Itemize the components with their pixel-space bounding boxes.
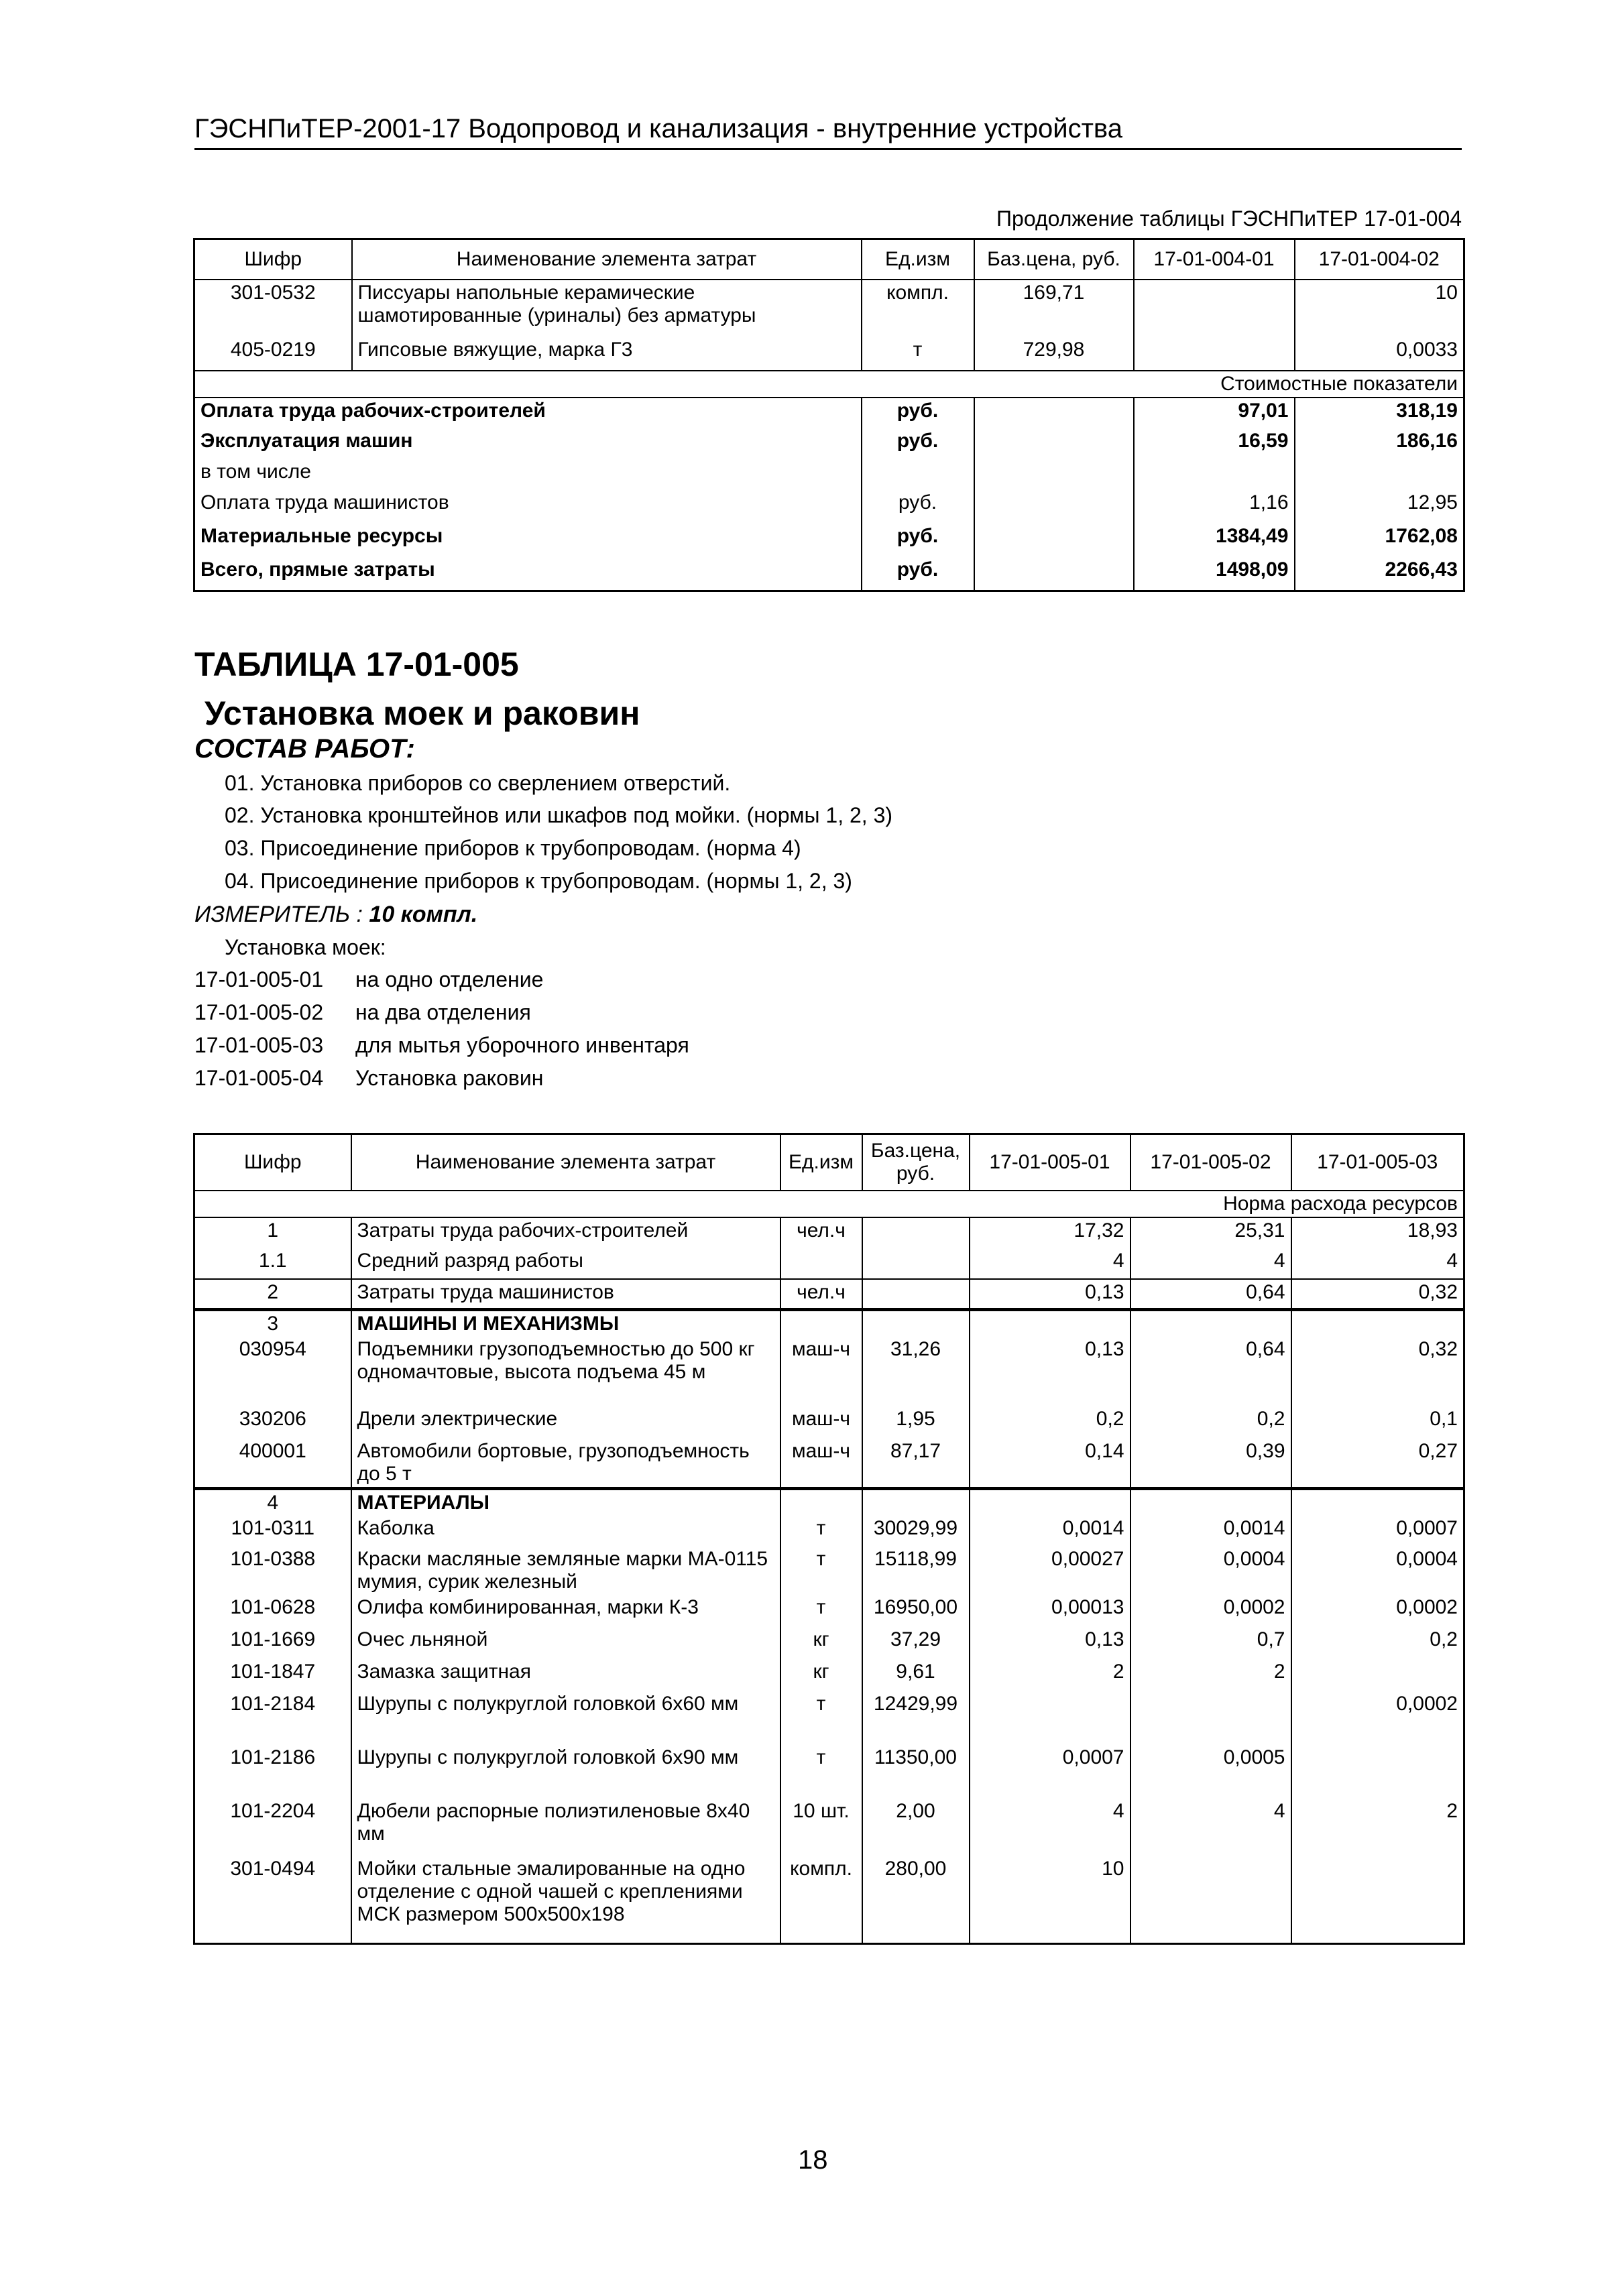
header-code: Шифр	[194, 239, 352, 280]
row-value-2	[1130, 1856, 1291, 1943]
row-value-3: 0,0002	[1291, 1691, 1464, 1745]
row-name: Писсуары напольные керамические шамотированные (уриналы) без арматуры	[352, 280, 862, 337]
cost-value-1: 1384,49	[1134, 524, 1295, 557]
code-list-item	[194, 1000, 531, 1025]
row-price: 280,00	[862, 1856, 970, 1943]
header-name: Наименование элемента затрат	[352, 239, 862, 280]
row-value-1: 0,00027	[970, 1547, 1130, 1595]
row-name: Дрели электрические	[351, 1406, 780, 1439]
row-value-1: 0,0014	[970, 1516, 1130, 1547]
row-value-2	[1130, 1489, 1291, 1516]
cost-value-2: 12,95	[1295, 490, 1464, 524]
row-unit: т	[780, 1745, 862, 1799]
measure-label: ИЗМЕРИТЕЛЬ :	[194, 902, 363, 927]
header-norm-2: 17-01-004-02	[1295, 239, 1464, 280]
table-row	[194, 1439, 1464, 1489]
row-value-1	[970, 1691, 1130, 1745]
cost-unit: руб.	[862, 398, 974, 428]
code-list-code: 17-01-005-02	[194, 1000, 324, 1024]
work-item: 01. Установка приборов со сверлением отверстий.	[225, 771, 731, 795]
row-name: Затраты труда машинистов	[351, 1279, 780, 1310]
row-value-3	[1291, 1489, 1464, 1516]
cost-value-1: 16,59	[1134, 428, 1295, 459]
cost-value-2	[1295, 459, 1464, 490]
table-row	[194, 1516, 1464, 1547]
row-price	[862, 1310, 970, 1337]
row-code: 405-0219	[194, 337, 352, 371]
header-price: Баз.цена, руб.	[862, 1134, 970, 1191]
row-value-3: 0,32	[1291, 1279, 1464, 1310]
row-value-3: 0,0004	[1291, 1547, 1464, 1595]
page-number: 18	[798, 2145, 828, 2175]
cost-price-empty	[974, 459, 1134, 490]
cost-unit: руб.	[862, 428, 974, 459]
row-value-2: 0,0014	[1130, 1516, 1291, 1547]
row-name: Мойки стальные эмалированные на одно отделение с одной чашей с креплениями МСК размером 500х500х198	[351, 1856, 780, 1943]
row-value-2: 4	[1130, 1248, 1291, 1279]
row-unit: 10 шт.	[780, 1799, 862, 1856]
header-norm-1: 17-01-004-01	[1134, 239, 1295, 280]
norm-label-row	[194, 1191, 1464, 1217]
row-value-2	[1130, 1691, 1291, 1745]
header-norm-1: 17-01-005-01	[970, 1134, 1130, 1191]
cost-name: Оплата труда машинистов	[194, 490, 862, 524]
cost-row	[194, 557, 1464, 591]
row-code: 101-2204	[194, 1799, 351, 1856]
row-value-1	[1134, 280, 1295, 337]
code-list-item	[194, 1066, 543, 1091]
table-row	[194, 1595, 1464, 1627]
table-row	[194, 1799, 1464, 1856]
row-code: 400001	[194, 1439, 351, 1489]
row-unit: компл.	[780, 1856, 862, 1943]
header-code: Шифр	[194, 1134, 351, 1191]
table-row	[194, 1745, 1464, 1799]
code-list-item	[194, 1033, 689, 1058]
header-norm-3: 17-01-005-03	[1291, 1134, 1464, 1191]
work-item: 03. Присоединение приборов к трубопроводам. (норма 4)	[225, 836, 801, 860]
row-code: 3	[194, 1310, 351, 1337]
code-list-code: 17-01-005-03	[194, 1033, 324, 1057]
row-unit: чел.ч	[780, 1217, 862, 1248]
row-value-1: 0,0007	[970, 1745, 1130, 1799]
row-unit: компл.	[862, 280, 974, 337]
row-value-3: 0,32	[1291, 1337, 1464, 1406]
row-value-1	[970, 1489, 1130, 1516]
row-value-3	[1291, 1856, 1464, 1943]
row-name: Подъемники грузоподъемностью до 500 кг одномачтовые, высота подъема 45 м	[351, 1337, 780, 1406]
row-value-3: 0,0002	[1291, 1595, 1464, 1627]
row-value-1: 10	[970, 1856, 1130, 1943]
row-value-2: 2	[1130, 1659, 1291, 1691]
header-name: Наименование элемента затрат	[351, 1134, 780, 1191]
row-name: Средний разряд работы	[351, 1248, 780, 1279]
works-composition-title: СОСТАВ РАБОТ:	[194, 734, 415, 764]
row-code: 1.1	[194, 1248, 351, 1279]
row-value-3: 0,1	[1291, 1406, 1464, 1439]
row-name: Затраты труда рабочих-строителей	[351, 1217, 780, 1248]
row-price: 30029,99	[862, 1516, 970, 1547]
row-price: 87,17	[862, 1439, 970, 1489]
row-unit	[780, 1310, 862, 1337]
row-value-2: 0,39	[1130, 1439, 1291, 1489]
measure-value: 10 компл.	[369, 902, 478, 927]
row-unit: маш-ч	[780, 1406, 862, 1439]
row-code: 101-0628	[194, 1595, 351, 1627]
row-name: МАТЕРИАЛЫ	[351, 1489, 780, 1516]
row-price	[862, 1279, 970, 1310]
row-price: 12429,99	[862, 1691, 970, 1745]
row-value-2: 0,0004	[1130, 1547, 1291, 1595]
cost-unit: руб.	[862, 524, 974, 557]
table-row	[194, 1217, 1464, 1248]
row-value-1: 4	[970, 1799, 1130, 1856]
row-value-2	[1130, 1310, 1291, 1337]
row-code: 2	[194, 1279, 351, 1310]
row-unit: кг	[780, 1659, 862, 1691]
row-code: 030954	[194, 1337, 351, 1406]
row-price: 9,61	[862, 1659, 970, 1691]
cost-unit	[862, 459, 974, 490]
row-code: 101-1669	[194, 1627, 351, 1659]
cost-row	[194, 490, 1464, 524]
cost-row	[194, 524, 1464, 557]
code-list-item	[194, 967, 543, 992]
row-unit: т	[780, 1691, 862, 1745]
row-value-3: 0,0007	[1291, 1516, 1464, 1547]
row-value-2: 0,0002	[1130, 1595, 1291, 1627]
row-code: 330206	[194, 1406, 351, 1439]
work-item: 04. Присоединение приборов к трубопроводам. (нормы 1, 2, 3)	[225, 869, 852, 893]
page-header: ГЭСНПиТЕР-2001-17 Водопровод и канализация - внутренние устройства	[194, 114, 1462, 150]
cost-price-empty	[974, 557, 1134, 591]
row-value-1: 0,00013	[970, 1595, 1130, 1627]
table-row	[194, 337, 1464, 371]
table-row	[194, 1310, 1464, 1337]
row-value-3: 0,27	[1291, 1439, 1464, 1489]
row-code: 101-2184	[194, 1691, 351, 1745]
row-value-1: 0,2	[970, 1406, 1130, 1439]
code-list-desc: для мытья уборочного инвентаря	[355, 1033, 689, 1057]
cost-value-2: 318,19	[1295, 398, 1464, 428]
row-price: 16950,00	[862, 1595, 970, 1627]
row-value-2: 0,64	[1130, 1337, 1291, 1406]
row-code: 1	[194, 1217, 351, 1248]
cost-name: в том числе	[194, 459, 862, 490]
row-name: Каболка	[351, 1516, 780, 1547]
row-price: 11350,00	[862, 1745, 970, 1799]
row-value-1	[1134, 337, 1295, 371]
row-code: 101-1847	[194, 1659, 351, 1691]
cost-price-empty	[974, 490, 1134, 524]
cost-value-2: 1762,08	[1295, 524, 1464, 557]
row-code: 301-0532	[194, 280, 352, 337]
row-name: Шурупы с полукруглой головкой 6х60 мм	[351, 1691, 780, 1745]
cost-value-2: 186,16	[1295, 428, 1464, 459]
row-value-3: 18,93	[1291, 1217, 1464, 1248]
section-title: Установка моек и раковин	[205, 694, 640, 732]
cost-value-1: 97,01	[1134, 398, 1295, 428]
row-unit: т	[780, 1516, 862, 1547]
install-label: Установка моек:	[225, 935, 386, 959]
row-value-2: 0,2	[1130, 1406, 1291, 1439]
row-price	[862, 1489, 970, 1516]
row-value-2: 0,0033	[1295, 337, 1464, 371]
row-price: 729,98	[974, 337, 1134, 371]
table-row	[194, 1406, 1464, 1439]
cost-unit: руб.	[862, 490, 974, 524]
header-price: Баз.цена, руб.	[974, 239, 1134, 280]
table-continuation-caption: Продолжение таблицы ГЭСНПиТЕР 17-01-004	[996, 206, 1462, 231]
code-list-desc: на два отделения	[355, 1000, 531, 1024]
row-value-3: 4	[1291, 1248, 1464, 1279]
row-price: 31,26	[862, 1337, 970, 1406]
cost-row	[194, 428, 1464, 459]
cost-indicators-row	[194, 371, 1464, 398]
table-row	[194, 1856, 1464, 1943]
row-price: 15118,99	[862, 1547, 970, 1595]
row-value-3	[1291, 1659, 1464, 1691]
table-header-row	[194, 239, 1464, 280]
table-17-01-004-continuation	[193, 238, 1465, 592]
measure-line	[194, 902, 477, 928]
row-name: Автомобили бортовые, грузоподъемность до 5 т	[351, 1439, 780, 1489]
code-list-desc: на одно отделение	[355, 967, 544, 991]
table-row	[194, 1547, 1464, 1595]
row-unit: т	[862, 337, 974, 371]
table-header-row	[194, 1134, 1464, 1191]
row-name: Краски масляные земляные марки МА-0115 мумия, сурик железный	[351, 1547, 780, 1595]
header-unit: Ед.изм	[862, 239, 974, 280]
row-price: 37,29	[862, 1627, 970, 1659]
row-code: 301-0494	[194, 1856, 351, 1943]
row-value-2: 10	[1295, 280, 1464, 337]
row-value-1: 0,13	[970, 1337, 1130, 1406]
row-unit: маш-ч	[780, 1337, 862, 1406]
row-code: 101-0311	[194, 1516, 351, 1547]
row-unit: т	[780, 1595, 862, 1627]
row-name: Гипсовые вяжущие, марка Г3	[352, 337, 862, 371]
norm-label: Норма расхода ресурсов	[194, 1191, 1464, 1217]
cost-row	[194, 459, 1464, 490]
cost-name: Эксплуатация машин	[194, 428, 862, 459]
cost-name: Материальные ресурсы	[194, 524, 862, 557]
row-unit	[780, 1248, 862, 1279]
row-value-3	[1291, 1745, 1464, 1799]
cost-value-2: 2266,43	[1295, 557, 1464, 591]
row-price	[862, 1248, 970, 1279]
code-list-code: 17-01-005-04	[194, 1066, 324, 1090]
row-price: 2,00	[862, 1799, 970, 1856]
row-name: Замазка защитная	[351, 1659, 780, 1691]
cost-name: Оплата труда рабочих-строителей	[194, 398, 862, 428]
code-list-code: 17-01-005-01	[194, 967, 324, 991]
row-name: Олифа комбинированная, марки К-3	[351, 1595, 780, 1627]
table-row	[194, 1489, 1464, 1516]
table-row	[194, 1627, 1464, 1659]
table-body	[194, 1217, 1464, 1944]
row-value-1: 0,13	[970, 1279, 1130, 1310]
section-table-code: ТАБЛИЦА 17-01-005	[194, 646, 519, 683]
cost-row	[194, 398, 1464, 428]
table-17-01-005	[193, 1133, 1465, 1945]
header-norm-2: 17-01-005-02	[1130, 1134, 1291, 1191]
row-value-2: 4	[1130, 1799, 1291, 1856]
row-price: 169,71	[974, 280, 1134, 337]
row-value-2: 0,7	[1130, 1627, 1291, 1659]
table-row	[194, 1691, 1464, 1745]
cost-value-1: 1498,09	[1134, 557, 1295, 591]
cost-value-1	[1134, 459, 1295, 490]
row-value-1	[970, 1310, 1130, 1337]
row-code: 4	[194, 1489, 351, 1516]
row-value-2: 25,31	[1130, 1217, 1291, 1248]
cost-indicators-label: Стоимостные показатели	[194, 371, 1464, 398]
cost-name: Всего, прямые затраты	[194, 557, 862, 591]
table-row	[194, 1248, 1464, 1279]
row-name: Дюбели распорные полиэтиленовые 8х40 мм	[351, 1799, 780, 1856]
row-unit: чел.ч	[780, 1279, 862, 1310]
table-row	[194, 1279, 1464, 1310]
work-item: 02. Установка кронштейнов или шкафов под мойки. (нормы 1, 2, 3)	[225, 803, 893, 827]
cost-price-empty	[974, 398, 1134, 428]
row-name: МАШИНЫ И МЕХАНИЗМЫ	[351, 1310, 780, 1337]
row-name: Очес льняной	[351, 1627, 780, 1659]
row-value-2: 0,0005	[1130, 1745, 1291, 1799]
row-price: 1,95	[862, 1406, 970, 1439]
row-unit	[780, 1489, 862, 1516]
row-unit: т	[780, 1547, 862, 1595]
row-value-1: 4	[970, 1248, 1130, 1279]
table-row	[194, 1659, 1464, 1691]
cost-price-empty	[974, 428, 1134, 459]
cost-unit: руб.	[862, 557, 974, 591]
row-value-1: 2	[970, 1659, 1130, 1691]
row-code: 101-0388	[194, 1547, 351, 1595]
code-list-desc: Установка раковин	[355, 1066, 544, 1090]
row-price	[862, 1217, 970, 1248]
row-unit: кг	[780, 1627, 862, 1659]
header-unit: Ед.изм	[780, 1134, 862, 1191]
cost-price-empty	[974, 524, 1134, 557]
row-value-2: 0,64	[1130, 1279, 1291, 1310]
row-value-3: 2	[1291, 1799, 1464, 1856]
row-value-1: 17,32	[970, 1217, 1130, 1248]
cost-value-1: 1,16	[1134, 490, 1295, 524]
table-row	[194, 1337, 1464, 1406]
row-value-3	[1291, 1310, 1464, 1337]
row-value-1: 0,14	[970, 1439, 1130, 1489]
row-value-1: 0,13	[970, 1627, 1130, 1659]
row-code: 101-2186	[194, 1745, 351, 1799]
row-name: Шурупы с полукруглой головкой 6х90 мм	[351, 1745, 780, 1799]
table-row	[194, 280, 1464, 337]
row-value-3: 0,2	[1291, 1627, 1464, 1659]
row-unit: маш-ч	[780, 1439, 862, 1489]
